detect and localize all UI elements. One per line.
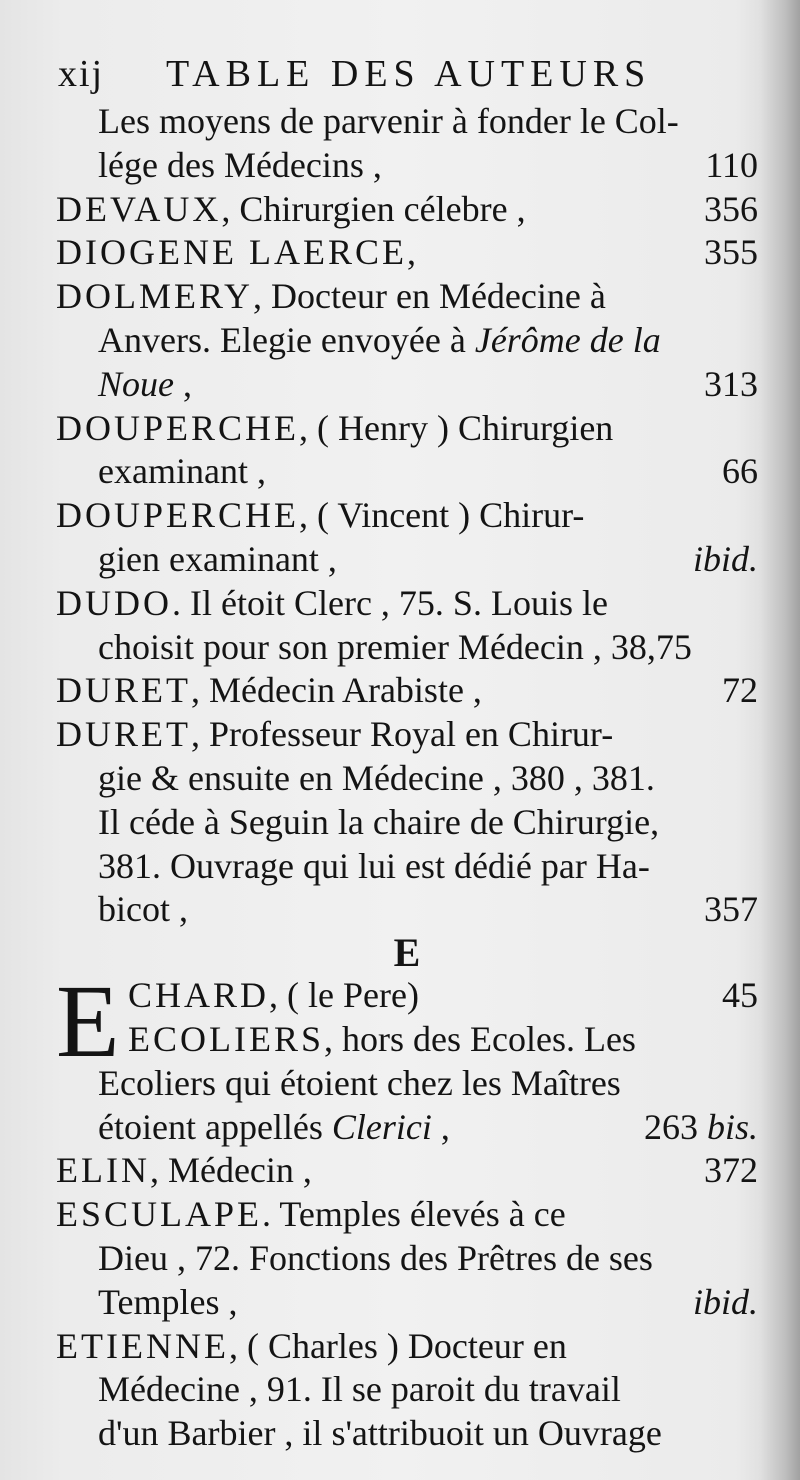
index-line (56, 1325, 758, 1369)
index-line (56, 888, 758, 932)
author-name: DUDO (56, 582, 172, 623)
entry-text: , ( le Pere) (269, 975, 419, 1016)
entry-text: d'un Barbier , il s'attribuoit un Ouvrage (98, 1413, 662, 1454)
index-line (56, 1193, 758, 1237)
page-ref-ibid: ibid. (692, 1281, 758, 1322)
index-line (56, 757, 758, 801)
author-name: DEVAUX (56, 188, 222, 229)
index-line (56, 144, 758, 188)
entry-text: , Chirurgien célebre , (221, 188, 526, 229)
entry-text: examinant , (98, 451, 266, 492)
entry-text: , Docteur en Médecine à (253, 276, 606, 317)
page-ref-number: 72 (722, 670, 758, 711)
entry-text: lége des Médecins , (98, 144, 382, 185)
entry-text: Dieu , 72. Fonctions des Prêtres de ses (98, 1237, 653, 1278)
index-line (56, 407, 758, 451)
entry-text: Ecoliers qui étoient chez les Maîtres (98, 1062, 621, 1103)
page-ref-number: 357 (704, 889, 758, 930)
entry-text: , (174, 363, 192, 404)
entry-text: . Il étoit Clerc , 75. S. Louis le (172, 582, 608, 623)
page-reference (693, 538, 758, 582)
entry-text: , ( Henry ) Chirurgien (299, 407, 614, 448)
author-name: DIOGENE LAERCE (56, 232, 407, 273)
index-line (56, 1281, 758, 1325)
page-reference (704, 188, 758, 232)
entries-d (56, 100, 758, 932)
index-line (56, 669, 758, 713)
index-line (56, 450, 758, 494)
author-name: DOLMERY (56, 276, 254, 317)
page-reference (704, 363, 758, 407)
index-line (56, 1237, 758, 1281)
author-name: DOUPERCHE (56, 407, 300, 448)
page-ref-number: 45 (722, 975, 758, 1016)
page-reference (693, 1281, 758, 1325)
page-title: TABLE DES AUTEURS (166, 53, 652, 95)
entry-text: Temples , (98, 1281, 238, 1322)
page-reference (722, 450, 758, 494)
page-ref-number: 110 (705, 144, 758, 185)
author-name: DURET (56, 714, 191, 755)
page-ref-number: 66 (722, 451, 758, 492)
page-ref-suffix: bis. (706, 1106, 758, 1147)
page-gutter-shadow (760, 0, 800, 1480)
page-number: xij (58, 53, 105, 95)
index-line (56, 801, 758, 845)
entry-text: Anvers. Elegie envoyée à (98, 319, 466, 360)
index-line (56, 626, 758, 670)
index-line (56, 100, 758, 144)
page-reference (704, 1149, 758, 1193)
index-line (56, 1412, 758, 1456)
page-reference (722, 974, 758, 1018)
page-ref-number: 356 (704, 188, 758, 229)
entry-text: , Médecin , (149, 1150, 312, 1191)
entry-text: , (431, 1106, 450, 1147)
index-line (56, 845, 758, 889)
author-name: ELIN (56, 1150, 150, 1191)
entry-text: , ( Charles ) Docteur en (228, 1325, 567, 1366)
italic-text: Noue (98, 363, 174, 404)
index-line (56, 713, 758, 757)
entry-text: choisit pour son premier Médecin , 38,75 (98, 626, 692, 667)
author-name: ETIENNE (56, 1325, 229, 1366)
entry-text: bicot , (98, 889, 188, 930)
author-name: DURET (56, 670, 191, 711)
entry-text: Les moyens de parvenir à fonder le Col- (98, 101, 679, 141)
page-reference (704, 231, 758, 275)
index-line (56, 188, 758, 232)
section-letter: E (393, 930, 421, 976)
entry-text: , hors des Ecoles. Les (324, 1018, 636, 1059)
entry-text: , (406, 232, 416, 273)
entry-text: , Médecin Arabiste , (191, 670, 482, 711)
page-ref-ibid: ibid. (692, 538, 758, 579)
index-line (56, 1368, 758, 1412)
page-ref-number: 355 (704, 232, 758, 273)
entry-text: Il céde à Seguin la chaire de Chirurgie, (98, 801, 660, 842)
page-ref-number: 313 (704, 363, 758, 404)
page-ref-number: 372 (704, 1150, 758, 1191)
index-line (56, 1149, 758, 1193)
italic-text: Clerici (331, 1106, 432, 1147)
entry-text: . Temples élevés à ce (262, 1194, 566, 1235)
page-reference (722, 669, 758, 713)
running-header (58, 48, 758, 100)
index-line (56, 538, 758, 582)
index-line (56, 231, 758, 275)
italic-text: Jérôme de la (474, 319, 661, 360)
index-line (56, 319, 758, 363)
drop-cap-letter: E (56, 964, 120, 1080)
page-ref-number: 263 (643, 1106, 698, 1147)
entry-text: étoient appellés (98, 1106, 323, 1147)
author-name: ECOLIERS (128, 1018, 325, 1059)
page-reference (644, 1106, 758, 1150)
author-name: ESCULAPE (56, 1194, 263, 1235)
entry-text: , ( Vincent ) Chirur- (299, 495, 585, 536)
index-line (56, 1018, 758, 1062)
index-line (56, 1062, 758, 1106)
author-name: CHARD (128, 975, 270, 1016)
index-line (56, 275, 758, 319)
entries-e (56, 964, 758, 1456)
index-line (56, 363, 758, 407)
entry-text: gien examinant , (98, 538, 337, 579)
index-line (56, 582, 758, 626)
author-name: DOUPERCHE (56, 495, 300, 536)
index-line (56, 494, 758, 538)
page-reference (704, 888, 758, 932)
entry-text: gie & ensuite en Médecine , 380 , 381. (98, 757, 655, 798)
entry-text: Médecine , 91. Il se paroit du travail (98, 1369, 621, 1410)
page-reference (705, 144, 758, 188)
index-line (56, 1106, 758, 1150)
entry-text: , Professeur Royal en Chirur- (191, 714, 614, 755)
author-index (56, 100, 758, 1456)
entry-text: 381. Ouvrage qui lui est dédié par Ha- (98, 845, 650, 886)
